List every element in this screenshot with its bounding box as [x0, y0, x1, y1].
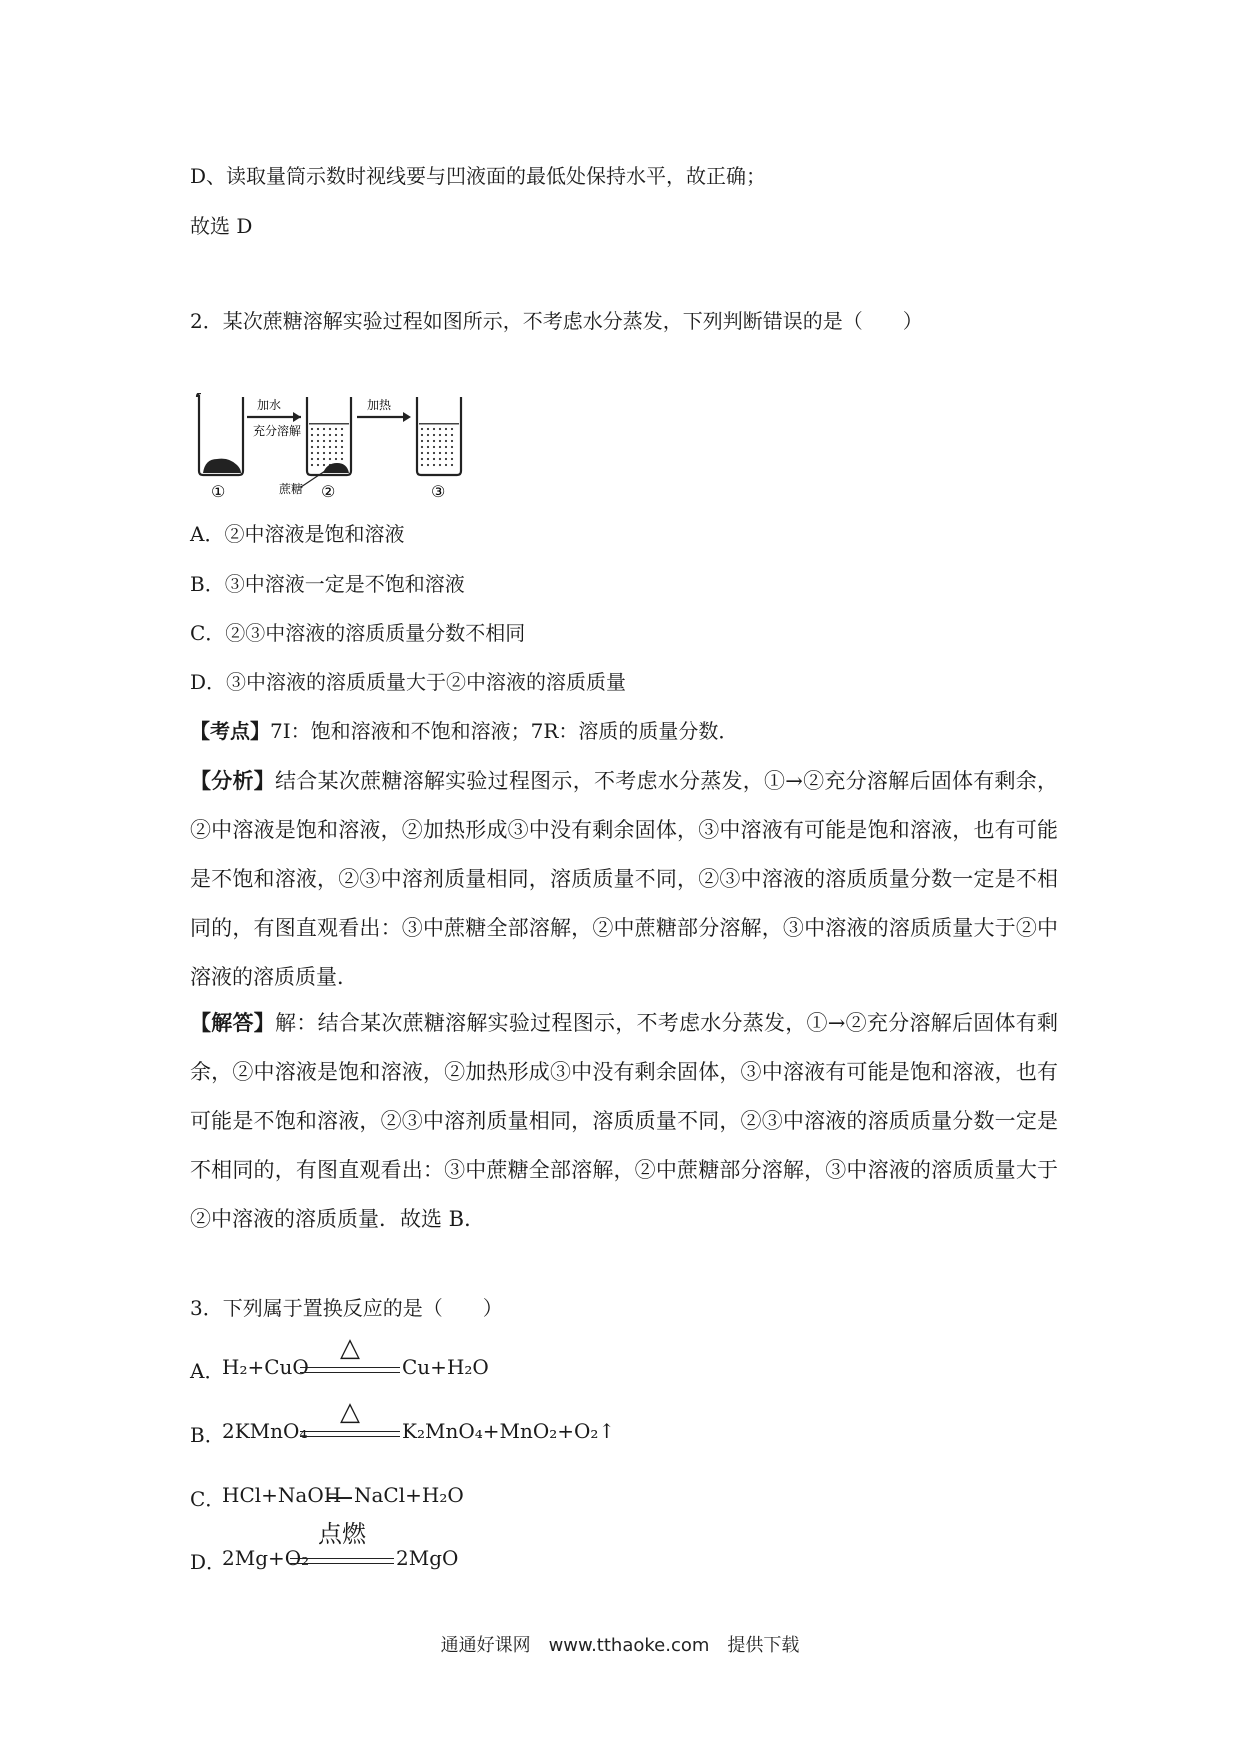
q3-b-reactants: 2KMnO₄ — [222, 1419, 308, 1443]
page-footer: 通通好课网 www.tthaoke.com 提供下载 — [440, 1635, 800, 1656]
q3-c-products: NaCl+H₂O — [354, 1483, 464, 1507]
q3-c-reactants: HCl+NaOH — [222, 1483, 342, 1507]
q3-b-products: K₂MnO₄+MnO₂+O₂↑ — [402, 1419, 616, 1443]
jieda-text: 解：结合某次蔗糖溶解实验过程图示，不考虑水分蒸发，①→②充分溶解后固体有剩余，②中溶液是饱和溶液，②加热形成③中没有剩余固体，③中溶液有可能是饱和溶液，也有可能是不饱和溶液，②③中溶剂质量相同，溶质质量不同，②③中溶液的溶质质量分数一定是不相同的，有图直观看出：③中蔗糖全部溶解，②中蔗糖部分溶解，③中溶液的溶质质量大于②中溶液的溶质质量．故选 B． — [190, 1011, 1059, 1231]
q3-option-c — [190, 1475, 590, 1515]
fenxi-tag: 【分析】 — [190, 768, 276, 793]
q3-d-products: 2MgO — [396, 1546, 459, 1570]
figure-number-1: ① — [211, 482, 226, 501]
q3-c-label: C． — [190, 1487, 226, 1511]
q2-stem: 2．某次蔗糖溶解实验过程如图所示，不考虑水分蒸发，下列判断错误的是（ ） — [190, 309, 923, 333]
figure-label-dissolve: 充分溶解 — [253, 424, 302, 438]
q3-option-d — [190, 1518, 590, 1574]
q2-analysis — [190, 756, 1058, 1002]
kaodian-text: 7I：饱和溶液和不饱和溶液；7R：溶质的质量分数． — [270, 719, 739, 743]
figure-number-3: ③ — [431, 482, 446, 501]
q2-solution — [190, 998, 1058, 1244]
q3-a-products: Cu+H₂O — [402, 1355, 489, 1379]
figure-label-heat: 加热 — [367, 398, 392, 412]
q3-a-label: A． — [190, 1359, 225, 1383]
q3-a-reactants: H₂+CuO — [222, 1355, 309, 1379]
figure-number-2: ② — [321, 482, 336, 501]
kaodian-tag: 【考点】 — [190, 719, 270, 743]
q2-option-b: B．③中溶液一定是不饱和溶液 — [190, 572, 465, 596]
q3-option-b — [190, 1397, 616, 1447]
q3-b-label: B． — [190, 1423, 225, 1447]
fenxi-text: 结合某次蔗糖溶解实验过程图示，不考虑水分蒸发，①→②充分溶解后固体有剩余，②中溶液是饱和溶液，②加热形成③中没有剩余固体，③中溶液有可能是饱和溶液，也有可能是不饱和溶液，②③中溶剂质量相同，溶质质量不同，②③中溶液的溶质质量分数一定是不相同的，有图直观看出：③中蔗糖全部溶解，②中蔗糖部分溶解，③中溶液的溶质质量大于②中溶液的溶质质量． — [190, 769, 1059, 989]
q3-d-condition: 点燃 — [318, 1520, 366, 1548]
previous-answer: 故选 D — [190, 214, 253, 238]
figure-label-sugar: 蔗糖 — [279, 482, 304, 496]
jieda-tag: 【解答】 — [190, 1010, 276, 1035]
q3-stem: 3．下列属于置换反应的是（ ） — [190, 1296, 503, 1320]
q3-d-reactants: 2Mg+O₂ — [222, 1546, 310, 1570]
q3-b-condition: △ — [340, 1397, 360, 1427]
q2-kaodian — [190, 717, 738, 745]
q3-a-condition: △ — [340, 1333, 360, 1363]
q2-option-d: D．③中溶液的溶质质量大于②中溶液的溶质质量 — [190, 670, 627, 694]
q3-d-label: D． — [190, 1550, 227, 1574]
previous-option-d: D、读取量筒示数时视线要与凹液面的最低处保持水平，故正确； — [190, 164, 767, 188]
figure-label-add-water: 加水 — [257, 398, 282, 412]
q3-option-a — [190, 1333, 590, 1383]
q2-option-c: C．②③中溶液的溶质质量分数不相同 — [190, 621, 526, 645]
q2-option-a: A．②中溶液是饱和溶液 — [190, 522, 405, 546]
dissolution-experiment-figure — [195, 393, 470, 513]
